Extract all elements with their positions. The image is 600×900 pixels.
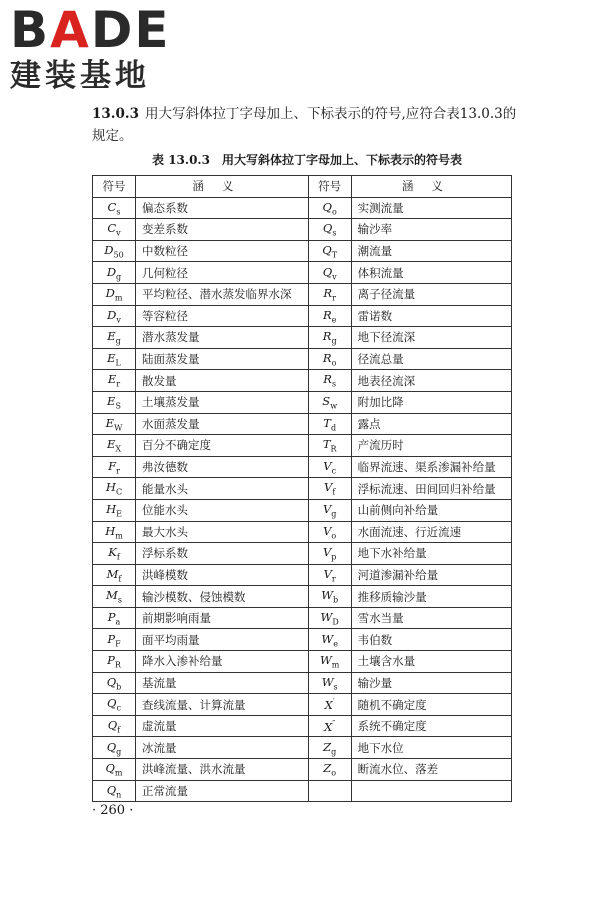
meaning-cell: 随机不确定度 <box>351 694 511 716</box>
symbol-subscript: f <box>332 487 336 497</box>
symbol-cell <box>93 759 136 781</box>
symbol-subscript: g <box>116 271 122 281</box>
table-row <box>93 327 512 349</box>
meaning-cell: 离子径流量 <box>351 283 511 305</box>
symbol-cell <box>93 586 136 608</box>
symbol-cell <box>93 478 136 500</box>
meaning-cell: 输沙量 <box>351 672 511 694</box>
meaning-cell: 水面流速、行近流速 <box>351 521 511 543</box>
meaning-cell: 山前侧向补给量 <box>351 499 511 521</box>
symbol-base: V <box>322 545 332 560</box>
symbol-cell <box>308 694 351 716</box>
symbol-cell <box>93 391 136 413</box>
meaning-cell: 径流总量 <box>351 348 511 370</box>
symbol-subscript: D <box>332 617 339 627</box>
symbol-subscript: w <box>330 401 338 411</box>
table-caption: 表 13.0.3 用大写斜体拉丁字母加上、下标表示的符号表 <box>152 153 462 167</box>
symbol-base: V <box>322 502 332 517</box>
symbol-subscript: r <box>116 466 120 476</box>
symbol-base: R <box>322 350 332 365</box>
symbol-subscript: v <box>332 271 337 281</box>
symbol-superscript: ′ <box>332 697 335 707</box>
meaning-cell: 变差系数 <box>136 219 309 241</box>
symbol-subscript: o <box>331 358 337 368</box>
meaning-cell: 浮标流速、田间回归补给量 <box>351 478 511 500</box>
symbol-cell <box>93 370 136 392</box>
meaning-cell: 浮标系数 <box>136 543 309 565</box>
symbol-cell <box>308 305 351 327</box>
symbol-base: Q <box>322 242 332 257</box>
symbol-base: W <box>321 631 334 646</box>
symbol-base: M <box>106 588 118 603</box>
symbol-base: D <box>106 264 117 279</box>
symbol-subscript: F <box>115 638 121 648</box>
table-row <box>93 197 512 219</box>
symbol-base: C <box>107 221 117 236</box>
symbol-base: P <box>107 610 116 625</box>
symbol-base: W <box>319 653 332 668</box>
symbol-base: Q <box>322 221 333 236</box>
meaning-cell <box>351 780 511 802</box>
symbol-cell <box>93 283 136 305</box>
brand-logo <box>10 1 171 94</box>
symbol-base: W <box>320 610 333 625</box>
symbol-cell <box>93 219 136 241</box>
symbol-subscript: p <box>331 552 337 562</box>
symbol-cell <box>308 413 351 435</box>
symbol-subscript: m <box>114 293 123 303</box>
symbol-subscript: n <box>116 790 122 800</box>
symbol-cell <box>93 672 136 694</box>
meaning-cell: 断流水位、落差 <box>351 759 511 781</box>
meaning-cell: 洪峰流量、洪水流量 <box>136 759 309 781</box>
symbol-subscript: 50 <box>113 250 124 260</box>
symbol-cell <box>93 240 136 262</box>
symbol-base: E <box>105 415 115 430</box>
symbol-base: T <box>322 437 331 452</box>
meaning-cell: 虚流量 <box>136 715 309 737</box>
meaning-cell: 平均粒径、潜水蒸发临界水深 <box>136 283 309 305</box>
header-meaning-2: 涵义 <box>351 176 511 198</box>
symbol-subscript: r <box>116 379 121 389</box>
symbol-subscript: o <box>331 207 337 217</box>
symbol-cell <box>93 780 136 802</box>
symbol-cell <box>308 327 351 349</box>
meaning-cell: 输沙率 <box>351 219 511 241</box>
meaning-cell: 潮流量 <box>351 240 511 262</box>
table-row <box>93 262 512 284</box>
symbol-subscript: s <box>332 228 337 238</box>
meaning-cell: 降水入渗补给量 <box>136 651 309 673</box>
symbol-base: Q <box>322 264 333 279</box>
meaning-cell: 地下径流深 <box>351 327 511 349</box>
symbol-base: E <box>107 329 116 344</box>
meaning-cell: 附加比降 <box>351 391 511 413</box>
symbol-cell <box>308 586 351 608</box>
symbol-subscript: C <box>115 487 123 497</box>
symbol-subscript: s <box>117 595 122 605</box>
symbol-subscript: c <box>116 703 121 713</box>
meaning-cell: 系统不确定度 <box>351 715 511 737</box>
header-symbol-2: 符号 <box>308 176 351 198</box>
symbol-subscript: f <box>118 574 122 584</box>
symbol-base: Z <box>323 739 332 754</box>
symbol-base: D <box>105 286 115 301</box>
meaning-cell: 最大水头 <box>136 521 309 543</box>
symbol-base: Q <box>106 782 117 797</box>
table-row <box>93 219 512 241</box>
table-row <box>93 456 512 478</box>
symbol-base: X <box>324 697 333 712</box>
symbol-base: F <box>108 458 117 473</box>
symbol-cell <box>308 391 351 413</box>
table-row <box>93 543 512 565</box>
table-row <box>93 629 512 651</box>
symbol-cell <box>308 240 351 262</box>
symbol-base: Q <box>105 761 115 776</box>
symbol-base: Q <box>107 696 117 711</box>
symbol-base: M <box>106 566 119 581</box>
meaning-cell: 韦伯数 <box>351 629 511 651</box>
symbol-subscript: f <box>117 725 121 735</box>
symbol-cell <box>93 521 136 543</box>
symbol-subscript: v <box>116 315 121 324</box>
clause-paragraph <box>92 103 522 147</box>
table-row <box>93 694 512 716</box>
table-row <box>93 780 512 802</box>
symbol-subscript: a <box>115 617 121 627</box>
meaning-cell: 位能水头 <box>136 499 309 521</box>
table-row <box>93 586 512 608</box>
table-row <box>93 348 512 370</box>
symbol-base: V <box>324 480 333 495</box>
symbol-cell <box>308 780 351 802</box>
meaning-cell: 中数粒径 <box>136 240 309 262</box>
symbol-subscript: m <box>115 530 123 540</box>
table-row <box>93 499 512 521</box>
meaning-cell: 地下水位 <box>351 737 511 759</box>
symbol-subscript: d <box>330 422 337 432</box>
symbol-cell <box>308 499 351 521</box>
symbol-base: R <box>322 307 332 322</box>
symbol-subscript: o <box>331 768 337 778</box>
symbol-cell <box>93 435 136 457</box>
symbol-base: X <box>324 719 333 734</box>
symbol-subscript: R <box>330 444 337 454</box>
meaning-cell: 百分不确定度 <box>136 435 309 457</box>
symbol-cell <box>93 694 136 716</box>
symbol-subscript: W <box>114 422 123 432</box>
page-number: · 260 · <box>92 803 134 818</box>
symbol-base: D <box>107 307 117 322</box>
symbol-subscript: T <box>331 250 338 260</box>
table-row <box>93 715 512 737</box>
meaning-cell: 散发量 <box>136 370 309 392</box>
symbol-subscript: m <box>331 660 340 670</box>
symbol-subscript: f <box>116 552 120 562</box>
symbol-base: W <box>321 588 334 603</box>
symbol-cell <box>93 305 136 327</box>
symbol-subscript: v <box>116 228 121 238</box>
meaning-cell: 地表径流深 <box>351 370 511 392</box>
meaning-cell: 查线流量、计算流量 <box>136 694 309 716</box>
symbol-subscript: s <box>333 682 338 692</box>
symbol-cell <box>93 564 136 586</box>
table-row <box>93 737 512 759</box>
meaning-cell: 冰流量 <box>136 737 309 759</box>
symbol-subscript: g <box>331 746 337 756</box>
symbol-cell <box>308 262 351 284</box>
meaning-cell: 洪峰模数 <box>136 564 309 586</box>
symbol-base: E <box>106 437 116 452</box>
meaning-cell: 土壤含水量 <box>351 651 511 673</box>
meaning-cell: 实测流量 <box>351 197 511 219</box>
table-row <box>93 564 512 586</box>
symbol-cell <box>308 651 351 673</box>
meaning-cell: 几何粒径 <box>136 262 309 284</box>
symbol-subscript: S <box>115 401 121 411</box>
symbol-base: V <box>323 458 332 473</box>
symbol-base: Q <box>322 199 332 214</box>
symbol-cell <box>93 413 136 435</box>
header-symbol-1: 符号 <box>93 176 136 198</box>
symbol-subscript: g <box>331 336 337 346</box>
meaning-cell: 面平均雨量 <box>136 629 309 651</box>
symbol-subscript: s <box>331 379 337 389</box>
symbol-subscript: s <box>116 207 121 217</box>
table-row <box>93 607 512 629</box>
symbol-subscript: E <box>116 509 122 519</box>
meaning-cell: 体积流量 <box>351 262 511 284</box>
symbol-base: S <box>322 394 331 409</box>
symbol-cell <box>93 197 136 219</box>
symbol-subscript: c <box>331 466 337 476</box>
table-row <box>93 305 512 327</box>
meaning-cell: 陆面蒸发量 <box>136 348 309 370</box>
meaning-cell: 雪水当量 <box>351 607 511 629</box>
table-row <box>93 521 512 543</box>
meaning-cell: 潜水蒸发量 <box>136 327 309 349</box>
symbol-base: Z <box>323 761 332 776</box>
header-meaning-1: 涵义 <box>136 176 309 198</box>
symbol-cell <box>308 348 351 370</box>
meaning-cell: 土壤蒸发量 <box>136 391 309 413</box>
meaning-cell: 雷诺数 <box>351 305 511 327</box>
symbol-cell <box>308 370 351 392</box>
symbol-cell <box>308 607 351 629</box>
symbol-base: R <box>323 372 332 387</box>
symbol-subscript: b <box>116 682 122 692</box>
table-header-row <box>93 176 512 198</box>
symbol-cell <box>93 262 136 284</box>
symbol-cell <box>308 737 351 759</box>
symbol-cell <box>93 629 136 651</box>
clause-number: 13.0.3 <box>92 106 139 122</box>
table-row <box>93 759 512 781</box>
symbol-cell <box>93 651 136 673</box>
symbol-subscript: L <box>115 358 121 368</box>
meaning-cell: 前期影响雨量 <box>136 607 309 629</box>
symbol-subscript: r <box>332 293 336 303</box>
symbol-base: K <box>108 545 117 560</box>
table-row <box>93 391 512 413</box>
symbol-cell <box>93 543 136 565</box>
symbol-cell <box>308 283 351 305</box>
symbol-cell <box>93 348 136 370</box>
symbol-base: H <box>106 502 117 517</box>
symbol-table <box>92 175 512 802</box>
meaning-cell: 推移质输沙量 <box>351 586 511 608</box>
symbol-subscript: b <box>333 595 339 605</box>
symbol-cell <box>93 456 136 478</box>
meaning-cell: 地下水补给量 <box>351 543 511 565</box>
symbol-subscript: X <box>115 444 122 454</box>
symbol-subscript: o <box>331 530 337 540</box>
symbol-superscript: ″ <box>332 718 336 728</box>
symbol-subscript: e <box>333 638 338 648</box>
symbol-subscript: g <box>115 336 121 346</box>
symbol-subscript: m <box>114 768 123 778</box>
meaning-cell: 偏态系数 <box>136 197 309 219</box>
meaning-cell: 基流量 <box>136 672 309 694</box>
symbol-base: Q <box>106 674 117 689</box>
symbol-cell <box>308 672 351 694</box>
symbol-subscript: g <box>331 509 337 519</box>
symbol-base: R <box>322 329 332 344</box>
symbol-base: V <box>323 523 332 538</box>
symbol-base: E <box>107 394 116 409</box>
symbol-base: D <box>104 242 114 257</box>
symbol-cell <box>93 499 136 521</box>
table-row <box>93 672 512 694</box>
symbol-cell <box>308 759 351 781</box>
meaning-cell: 能量水头 <box>136 478 309 500</box>
symbol-cell <box>308 478 351 500</box>
table-row <box>93 478 512 500</box>
symbol-subscript: e <box>331 315 337 324</box>
symbol-base: W <box>321 674 334 689</box>
table-row <box>93 435 512 457</box>
symbol-base: Q <box>106 739 117 754</box>
logo-title: BADE <box>10 1 171 59</box>
symbol-cell <box>93 607 136 629</box>
symbol-base: P <box>107 631 116 646</box>
symbol-base: T <box>323 415 331 430</box>
meaning-cell: 输沙模数、侵蚀模数 <box>136 586 309 608</box>
symbol-base: P <box>107 653 115 668</box>
clause-text: 用大写斜体拉丁字母加上、下标表示的符号,应符合表13.0.3的规定。 <box>92 106 517 144</box>
symbol-cell <box>308 435 351 457</box>
table-body <box>93 197 512 802</box>
symbol-base: V <box>323 566 332 581</box>
symbol-base: R <box>323 286 333 301</box>
table-row <box>93 283 512 305</box>
table-row <box>93 240 512 262</box>
symbol-cell <box>93 327 136 349</box>
meaning-cell: 河道渗漏补给量 <box>351 564 511 586</box>
meaning-cell: 露点 <box>351 413 511 435</box>
meaning-cell: 水面蒸发量 <box>136 413 309 435</box>
meaning-cell: 等容粒径 <box>136 305 309 327</box>
symbol-cell <box>308 715 351 737</box>
symbol-cell <box>93 737 136 759</box>
symbol-subscript: r <box>331 574 336 584</box>
symbol-cell <box>308 564 351 586</box>
symbol-cell <box>93 715 136 737</box>
symbol-base: E <box>107 350 116 365</box>
meaning-cell: 正常流量 <box>136 780 309 802</box>
table-row <box>93 651 512 673</box>
symbol-cell <box>308 197 351 219</box>
table-row <box>93 413 512 435</box>
symbol-base: C <box>107 199 117 214</box>
symbol-cell <box>308 543 351 565</box>
symbol-cell <box>308 219 351 241</box>
table-row <box>93 370 512 392</box>
symbol-base: H <box>105 523 116 538</box>
meaning-cell: 临界流速、渠系渗漏补给量 <box>351 456 511 478</box>
meaning-cell: 弗汝德数 <box>136 456 309 478</box>
symbol-base: Q <box>107 717 118 732</box>
symbol-base: E <box>107 372 117 387</box>
logo-subtitle: 建装基地 <box>10 58 150 94</box>
symbol-base: H <box>105 480 116 495</box>
symbol-subscript: g <box>116 746 122 756</box>
symbol-subscript: R <box>114 660 121 670</box>
meaning-cell: 产流历时 <box>351 435 511 457</box>
symbol-cell <box>308 521 351 543</box>
symbol-cell <box>308 456 351 478</box>
symbol-cell <box>308 629 351 651</box>
